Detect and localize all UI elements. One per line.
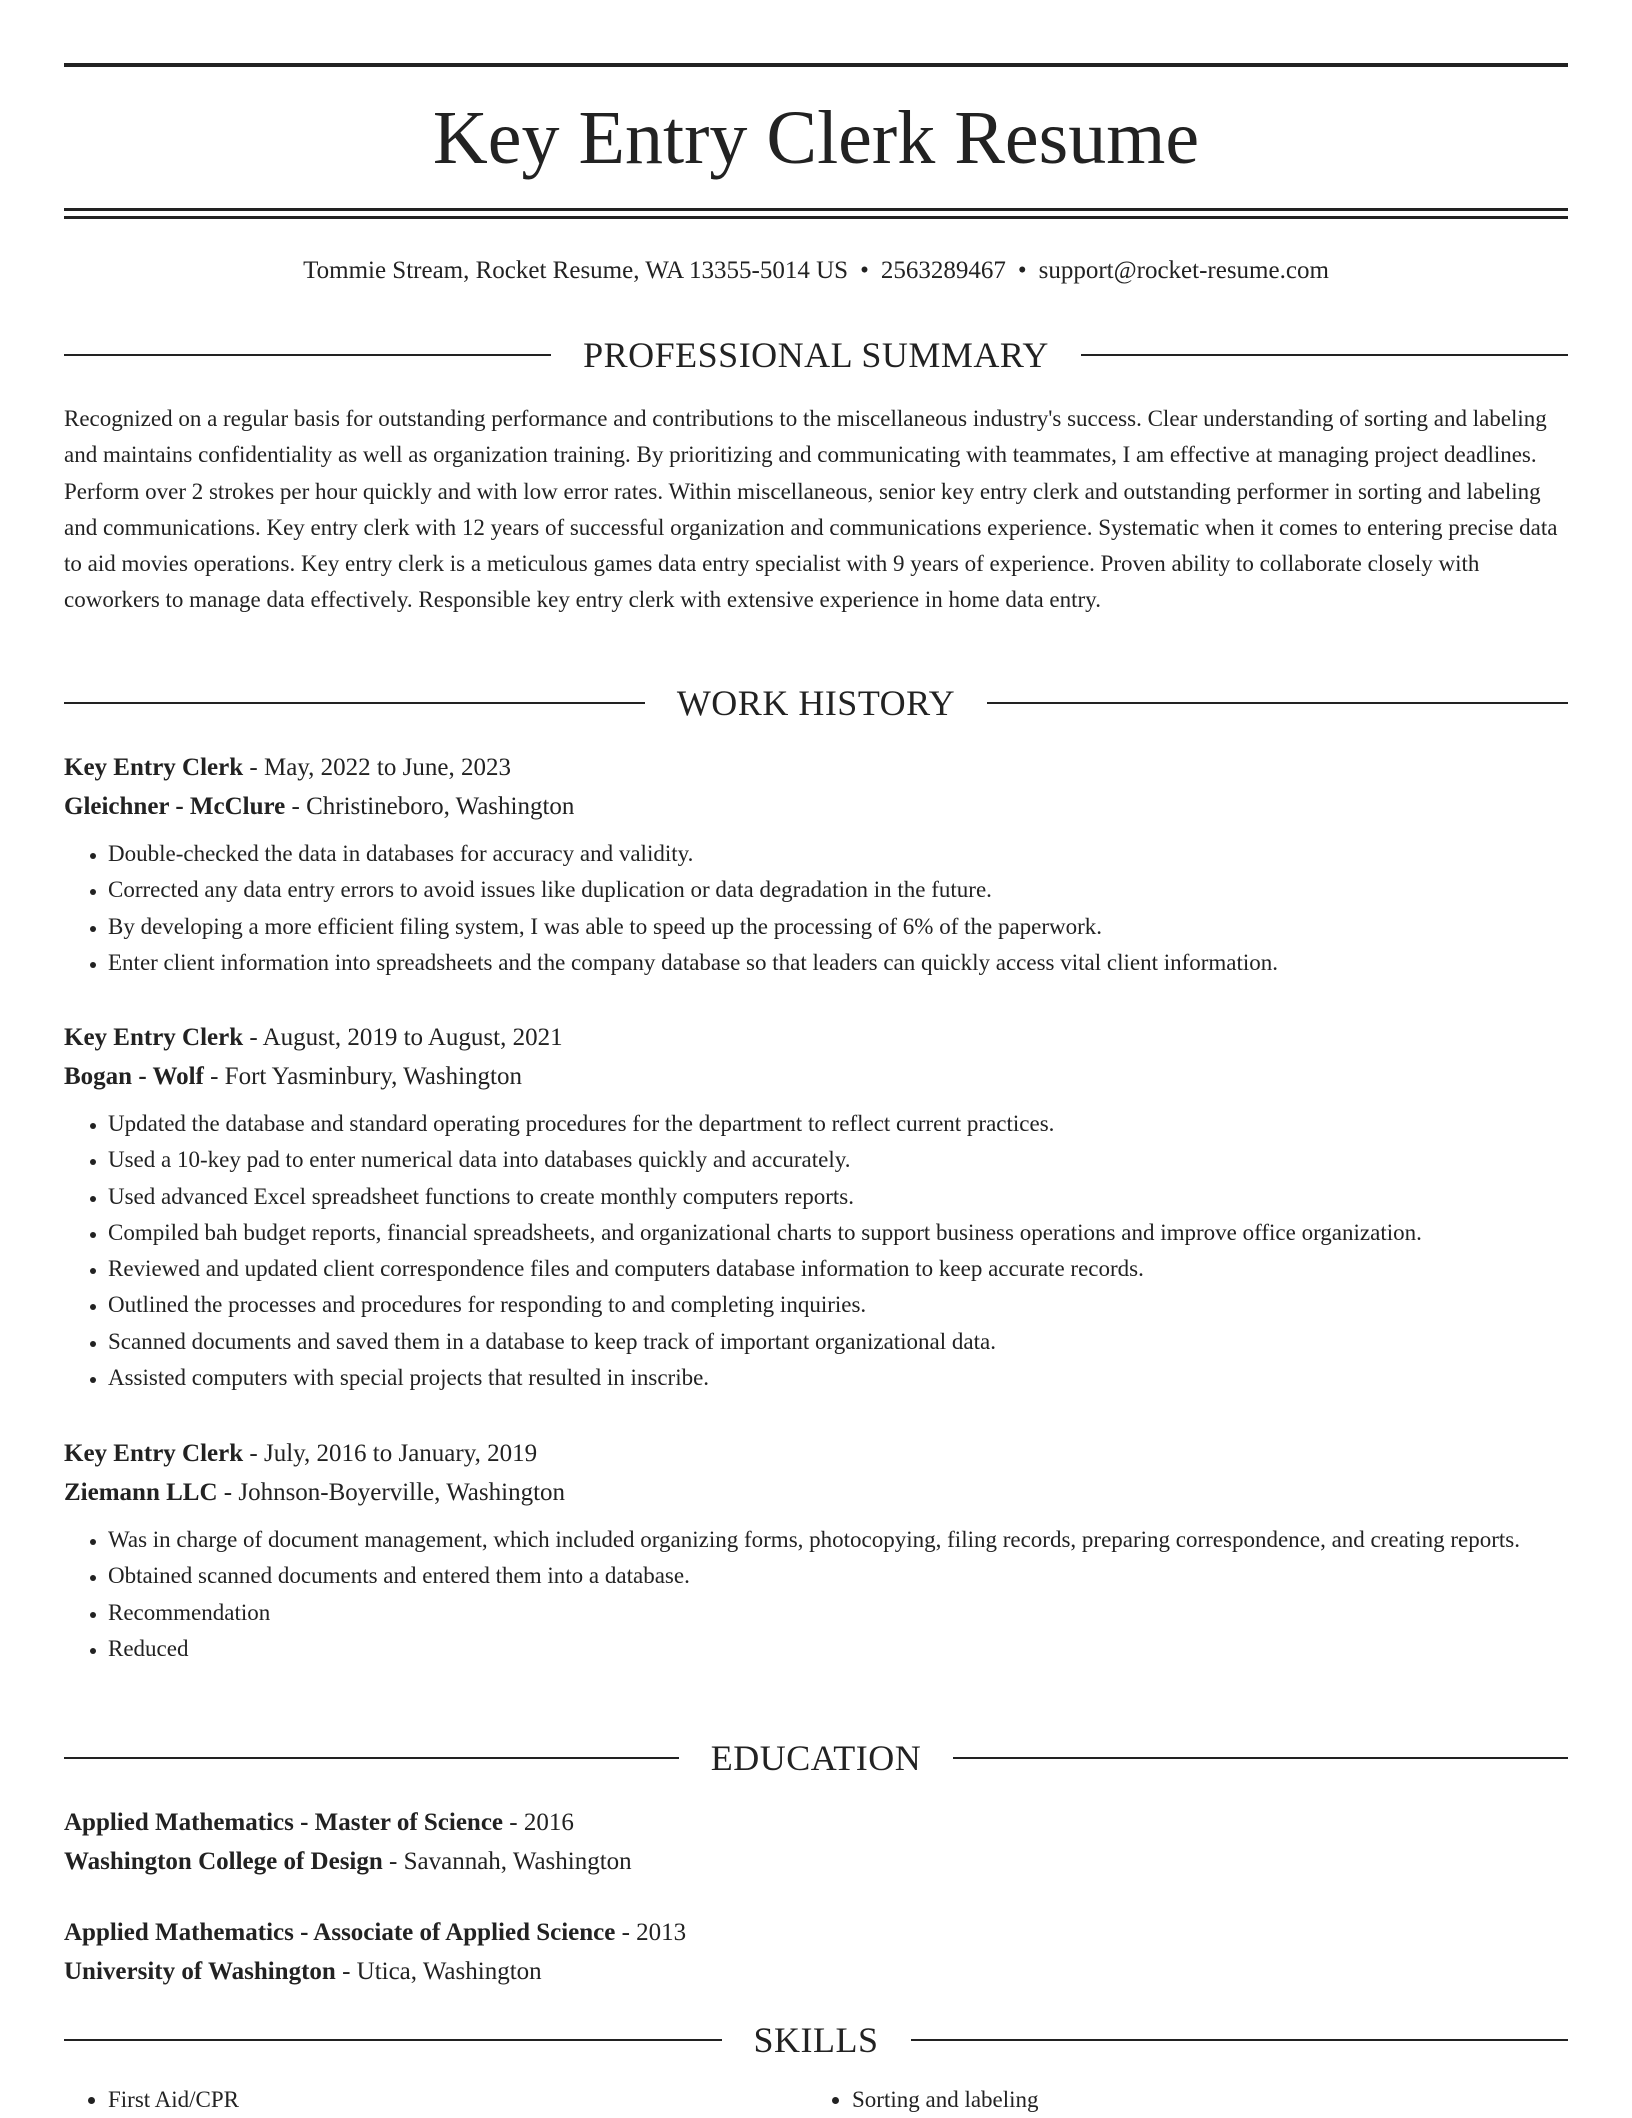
page-title: Key Entry Clerk Resume (432, 96, 1200, 180)
job-location: - Johnson-Boyerville, Washington (217, 1479, 566, 1506)
section-heading-education (64, 1736, 1568, 1780)
skills-list (64, 2082, 1568, 2118)
edu-school-line (64, 1952, 1568, 1991)
list-item: • Outlined the processes and procedures for responding to and completing inquiries. (108, 1287, 1568, 1323)
edu-location: - Savannah, Washington (382, 1848, 632, 1875)
job-dates: - July, 2016 to January, 2019 (243, 1440, 538, 1467)
section-heading-work (64, 681, 1568, 725)
education-entry (64, 1913, 1568, 1991)
job-company-line (64, 1057, 1568, 1096)
section-heading-summary (64, 333, 1568, 377)
section-title: PROFESSIONAL SUMMARY (583, 335, 1049, 375)
job-title-line (64, 748, 1568, 787)
edu-year: - 2013 (615, 1919, 687, 1946)
list-item: • Used advanced Excel spreadsheet functions to create monthly computers reports. (108, 1179, 1568, 1215)
list-item: • Updated the database and standard operating procedures for the department to reflect current practices. (108, 1106, 1568, 1142)
job-company: Gleichner - McClure (64, 793, 286, 820)
edu-degree: Applied Mathematics - Master of Science (64, 1809, 504, 1836)
job-company-line (64, 787, 1568, 826)
job-dates: - May, 2022 to June, 2023 (243, 754, 511, 781)
job-entry (64, 1434, 1568, 1667)
section-title: EDUCATION (710, 1738, 922, 1778)
edu-degree-line (64, 1913, 1568, 1952)
list-item: • Sorting and labeling (852, 2082, 1552, 2118)
heading-rule (64, 702, 645, 704)
job-dates: - August, 2019 to August, 2021 (243, 1024, 563, 1051)
edu-location: - Utica, Washington (335, 1958, 542, 1985)
contact-email: support@rocket-resume.com (1038, 257, 1329, 284)
job-title-line (64, 1018, 1568, 1057)
contact-separator: • (1017, 257, 1027, 284)
list-item: • Recommendation (108, 1595, 1568, 1631)
list-item: • First Aid/CPR (108, 2082, 808, 2118)
edu-school: Washington College of Design (64, 1848, 383, 1875)
job-location: - Fort Yasminbury, Washington (203, 1063, 522, 1090)
contact-line (64, 254, 1568, 288)
section-title: WORK HISTORY (676, 683, 956, 723)
job-title: Key Entry Clerk (64, 1440, 244, 1467)
title-rule-lower (64, 216, 1568, 219)
job-location: - Christineboro, Washington (285, 793, 575, 820)
section-heading-skills (64, 2018, 1568, 2062)
heading-rule (64, 354, 551, 356)
list-item: • Compiled bah budget reports, financial spreadsheets, and organizational charts to support business operations and improve office organization. (108, 1215, 1568, 1251)
job-bullets (64, 1522, 1568, 1667)
list-item: • Corrected any data entry errors to avoid issues like duplication or data degradation in the future. (108, 872, 1568, 908)
title-rule-upper (64, 208, 1568, 211)
heading-rule (64, 1757, 679, 1759)
job-title: Key Entry Clerk (64, 1024, 244, 1051)
heading-rule (987, 702, 1568, 704)
summary-text: Recognized on a regular basis for outstanding performance and contributions to the miscellaneous industry's success. Clear understanding of sorting and labeling and maintains confidentiality as well as organization training. By prioritizing and communicating with teammates, I am effective at managing project deadlines. Perform over 2 strokes per hour quickly and with low error rates. Within miscellaneous, senior key entry clerk and outstanding performer in sorting and labeling and communications. Key entry clerk with 12 years of successful organization and communications experience. Systematic when it comes to entering precise data to aid movies operations. Key entry clerk is a meticulous games data entry specialist with 9 years of experience. Proven ability to collaborate closely with coworkers to manage data effectively. Responsible key entry clerk with extensive experience in home data entry. (64, 406, 1558, 613)
job-bullets (64, 1106, 1568, 1396)
education-entry (64, 1803, 1568, 1881)
list-item: • By developing a more efficient filing system, I was able to speed up the processing of 6% of the paperwork. (108, 909, 1568, 945)
job-entry (64, 748, 1568, 981)
top-rule (64, 63, 1568, 67)
job-bullets (64, 836, 1568, 981)
edu-school-line (64, 1842, 1568, 1881)
job-company: Ziemann LLC (64, 1479, 218, 1506)
list-item: • Was in charge of document management, which included organizing forms, photocopying, filing records, preparing correspondence, and creating reports. (108, 1522, 1568, 1558)
section-title: SKILLS (753, 2020, 879, 2060)
list-item: • Reviewed and updated client correspondence files and computers database information to keep accurate records. (108, 1251, 1568, 1287)
skills-column-right (808, 2082, 1552, 2118)
job-company-line (64, 1473, 1568, 1512)
heading-rule (953, 1757, 1568, 1759)
edu-degree: Applied Mathematics - Associate of Applied Science (64, 1919, 616, 1946)
list-item: • Reduced (108, 1631, 1568, 1667)
contact-separator: • (860, 257, 869, 284)
contact-address: Tommie Stream, Rocket Resume, WA 13355-5014 US (303, 257, 849, 284)
edu-degree-line (64, 1803, 1568, 1842)
skills-column-left (64, 2082, 808, 2118)
job-company: Bogan - Wolf (64, 1063, 204, 1090)
job-title-line (64, 1434, 1568, 1473)
heading-rule (1081, 354, 1568, 356)
heading-rule (911, 2039, 1569, 2041)
list-item: • Assisted computers with special projects that resulted in inscribe. (108, 1360, 1568, 1396)
edu-school: University of Washington (64, 1958, 336, 1985)
heading-rule (64, 2039, 722, 2041)
list-item: • Scanned documents and saved them in a database to keep track of important organizational data. (108, 1324, 1568, 1360)
contact-phone: 2563289467 (880, 257, 1006, 284)
list-item: • Double-checked the data in databases for accuracy and validity. (108, 836, 1568, 872)
edu-year: - 2016 (503, 1809, 574, 1836)
list-item: • Enter client information into spreadsheets and the company database so that leaders can quickly access vital client information. (108, 945, 1568, 981)
list-item: • Obtained scanned documents and entered them into a database. (108, 1558, 1568, 1594)
job-title: Key Entry Clerk (64, 754, 244, 781)
list-item: • Used a 10-key pad to enter numerical data into databases quickly and accurately. (108, 1142, 1568, 1178)
job-entry (64, 1018, 1568, 1396)
